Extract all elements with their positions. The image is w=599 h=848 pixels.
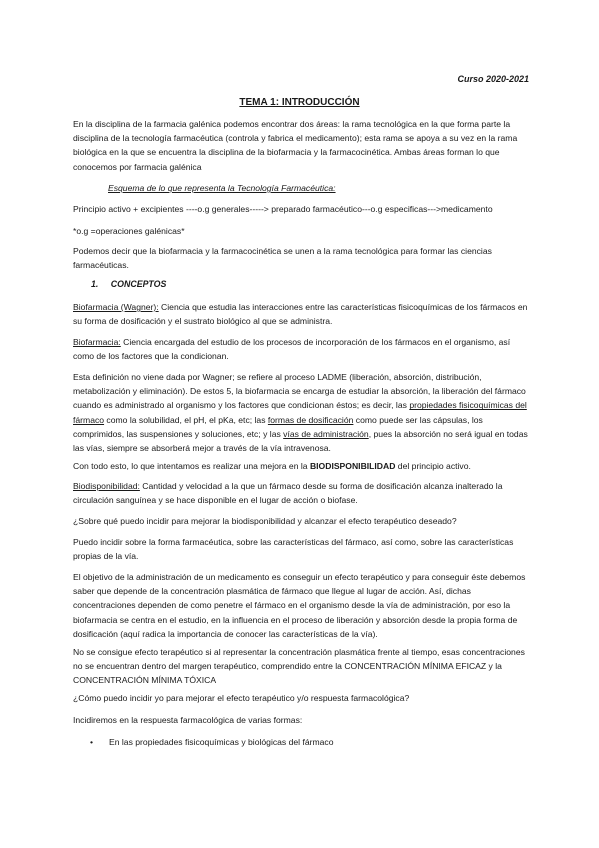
ladme-text-4: , pues la absorción no será igual en todas las vías, siempre se absorberá mejor a través de la vía intravenosa. <box>73 428 528 454</box>
section-number: 1. <box>91 279 99 289</box>
section-heading-conceptos <box>91 279 166 289</box>
definition-biofarmacia <box>73 335 529 363</box>
ladme-underlined-routes: vías de administración <box>283 428 369 439</box>
ladme-text-2: como la solubilidad, el pH, el pKa, etc; las <box>104 414 268 425</box>
definition-text: Ciencia que estudia las interacciones entre las características fisicoquímicas de los fármacos en su forma de dosificación y el sustrato biológico al que se administra. <box>73 302 528 327</box>
definition-biodisponibilidad <box>73 479 529 507</box>
scheme-heading: Esquema de lo que representa la Tecnología Farmacéutica: <box>108 183 336 193</box>
section-title: CONCEPTOS <box>110 279 167 289</box>
therapeutic-margin-paragraph: No se consigue efecto terapéutico si al representar la concentración plasmática frente al tiempo, esas concentraciones no se encuentran dentro del margen terapéutico, comprendido entre la CONCENTRACIÓN MÍNIMA EFICAZ y la CONCENTRACIÓN MÍNIMA TÓXICA <box>73 647 525 686</box>
definition-text: Ciencia encargada del estudio de los procesos de incorporación de los fármacos en el organismo, así como de los factores que la condicionan. <box>73 337 511 362</box>
term-biodisponibilidad: Biodisponibilidad: <box>73 481 140 491</box>
ladme-text-3: como puede ser las cápsulas, los comprimidos, las suspensiones y soluciones, etc; y las <box>73 414 483 439</box>
objective-text: Con todo esto, lo que intentamos es realizar una mejora en la <box>73 461 310 471</box>
objective-rest: del principio activo. <box>395 461 471 471</box>
ladme-underlined-forms: formas de dosificación <box>267 414 354 425</box>
term-biofarmacia-wagner: Biofarmacia (Wagner): <box>73 302 159 312</box>
administration-objective-paragraph: El objetivo de la administración de un medicamento es conseguir un efecto terapéutico y para conseguir éste debemos saber que depende de la concentración plasmática de fármaco que llegue al lugar de acción. Así, dichas concentraciones dependen de como penetre el fármaco en el organismo desde la vía de administración, por eso la biofarmacia se centra en el estudio, en la influencia en el proceso de liberación y absorción desde la propia forma de dosificación (aquí radica la importancia de conocer las características de la vía). <box>73 572 526 639</box>
question-biodisponibilidad: ¿Sobre qué puedo incidir para mejorar la biodisponibilidad y alcanzar el efecto terapéutico deseado? <box>73 516 457 526</box>
term-biofarmacia: Biofarmacia: <box>73 337 121 347</box>
list-item-text: En las propiedades fisicoquímicas y biológicas del fármaco <box>109 737 334 747</box>
list-item <box>90 735 520 749</box>
scheme-conclusion: Podemos decir que la biofarmacia y la farmacocinética se unen a la rama tecnológica para formar las ciencias farmacéuticas. <box>73 246 492 271</box>
definition-biofarmacia-wagner <box>73 300 529 328</box>
scheme-line: Principio activo + excipientes ----o.g generales-----> preparado farmacéutico---o.g especificas--->medicamento <box>73 204 493 214</box>
objective-paragraph <box>73 459 529 473</box>
scheme-note: *o.g =operaciones galénicas* <box>73 226 185 236</box>
ladme-text-1: Esta definición no viene dada por Wagner; se refiere al proceso LADME (liberación, absorción, distribución, metabolización y eliminación). De estos 5, la biofarmacia se encarga de estudiar la absorción, la liberación del fármaco cuando es administrado al organismo y los factores que condicionan éstos; es decir, las <box>73 372 526 411</box>
bullet-list <box>90 735 520 749</box>
answer-therapeutic-effect: Incidiremos en la respuesta farmacológica de varias formas: <box>73 715 303 725</box>
ladme-paragraph <box>73 370 529 455</box>
objective-bold: BIODISPONIBILIDAD <box>309 461 396 471</box>
bullet-icon: • <box>90 737 94 747</box>
course-header: Curso 2020-2021 <box>457 74 529 84</box>
intro-paragraph: En la disciplina de la farmacia galénica podemos encontrar dos áreas: la rama tecnológica en la que forma parte la disciplina de la tecnología farmacéutica (controla y fabrica el medicamento); esta rama se apoya a su vez en la rama biológica en la que se encuentra la disciplina de la biofarmacia y la farmacocinética. Ambas áreas forman lo que conocemos por farmacia galénica <box>73 119 518 172</box>
question-therapeutic-effect: ¿Cómo puedo incidir yo para mejorar el efecto terapéutico y/o respuesta farmacológica? <box>73 693 410 703</box>
ladme-underlined-properties: propiedades fisicoquímicas del fármaco <box>73 400 527 425</box>
page-title: TEMA 1: INTRODUCCIÓN <box>239 97 360 108</box>
answer-biodisponibilidad: Puedo incidir sobre la forma farmacéutica, sobre las características del fármaco, así como, sobre las características propias de la vía. <box>73 537 514 562</box>
definition-text: Cantidad y velocidad a la que un fármaco desde su forma de dosificación alcanza inalterado la circulación sanguínea y se hace disponible en el lugar de acción o biofase. <box>73 481 503 506</box>
